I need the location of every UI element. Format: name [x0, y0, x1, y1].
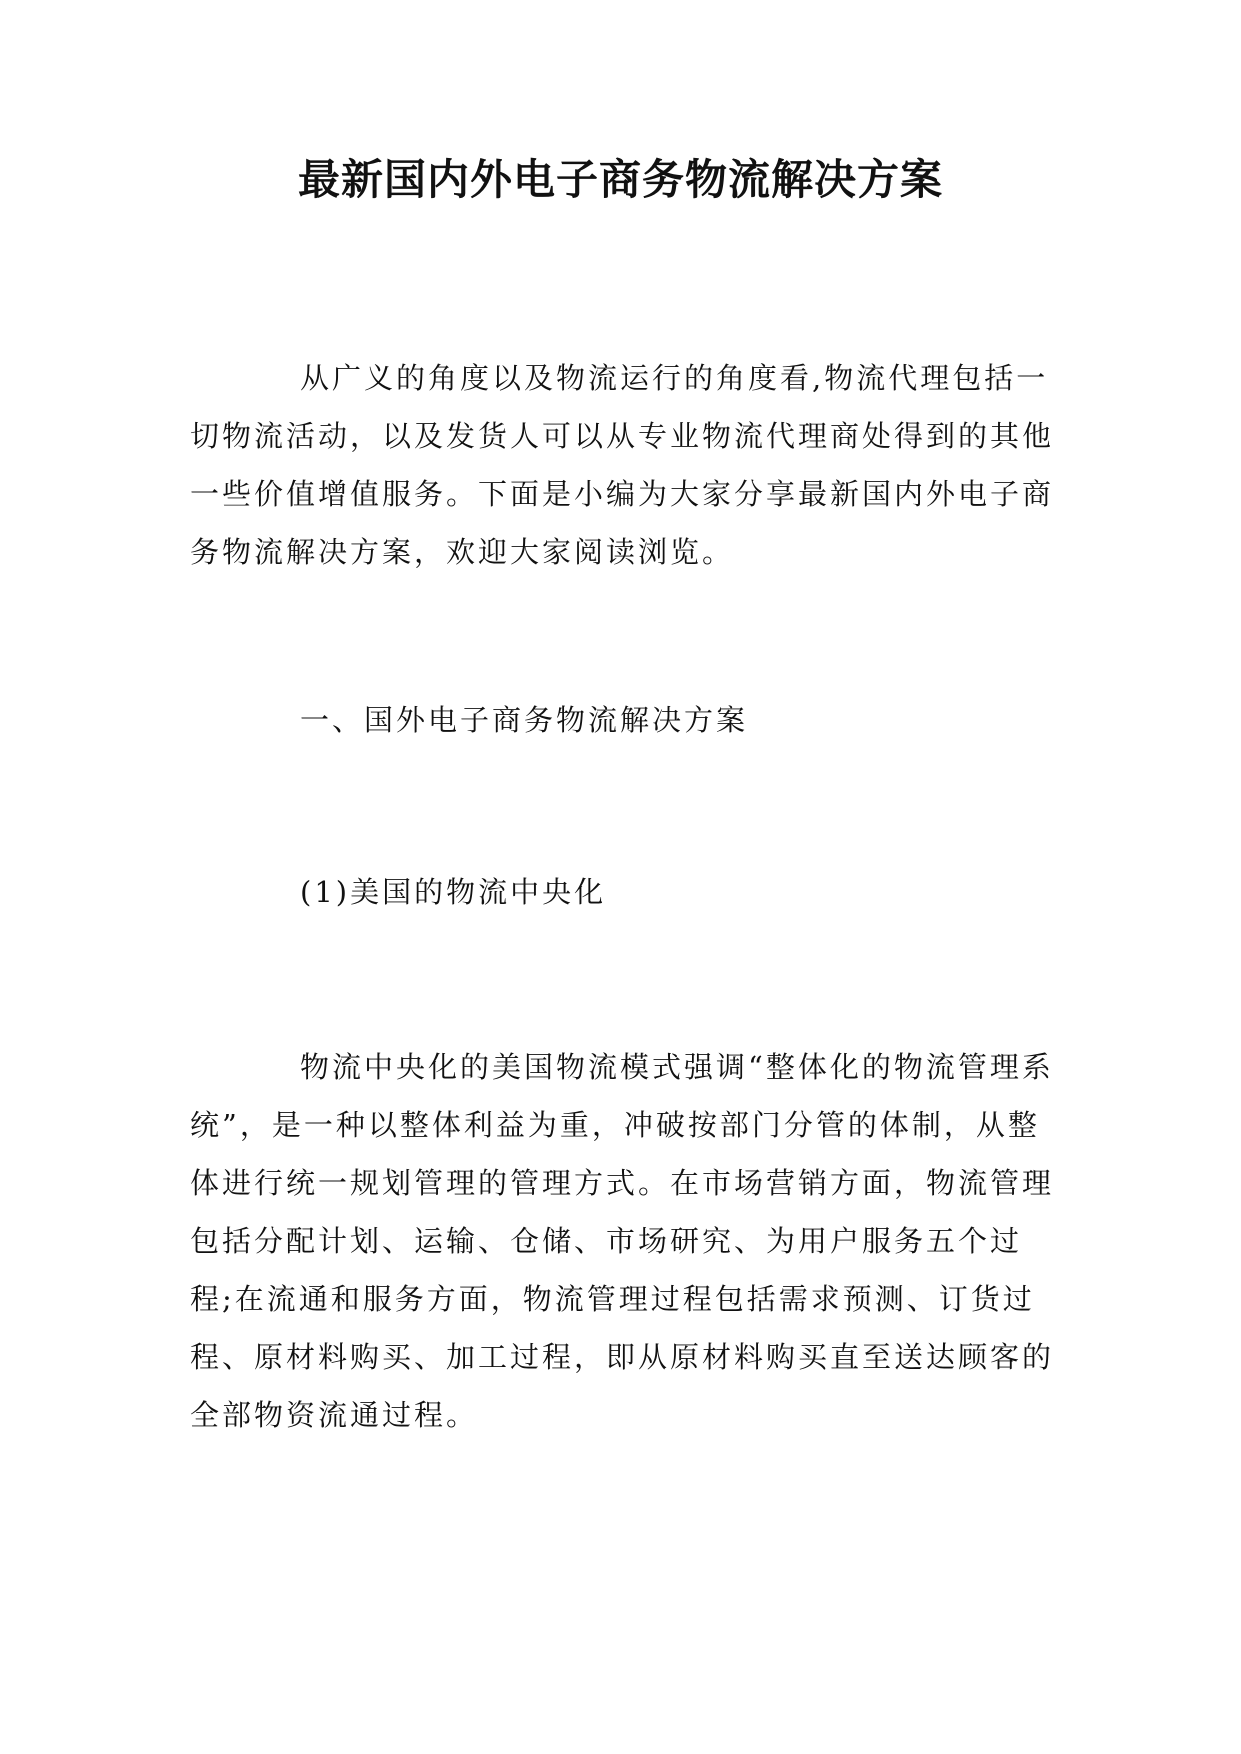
section-heading: 一、国外电子商务物流解决方案: [300, 703, 749, 737]
body-paragraph: 物流中央化的美国物流模式强调“整体化的物流管理系统”，是一种以整体利益为重，冲破按部门分管的体制，从整体进行统一规划管理的管理方式。在市场营销方面，物流管理包括分配计划、运输、仓储、市场研究、为用户服务五个过程;在流通和服务方面，物流管理过程包括需求预测、订货过程、原材料购买、加工过程，即从原材料购买直至送达顾客的全部物资流通过程。: [190, 1050, 1055, 1432]
intro-paragraph: 从广义的角度以及物流运行的角度看,物流代理包括一切物流活动，以及发货人可以从专业物流代理商处得到的其他一些价值增值服务。下面是小编为大家分享最新国内外电子商务物流解决方案，欢迎大家阅读浏览。: [190, 361, 1055, 569]
document-title: 最新国内外电子商务物流解决方案: [297, 155, 943, 204]
subsection-heading: (1)美国的物流中央化: [300, 875, 607, 909]
